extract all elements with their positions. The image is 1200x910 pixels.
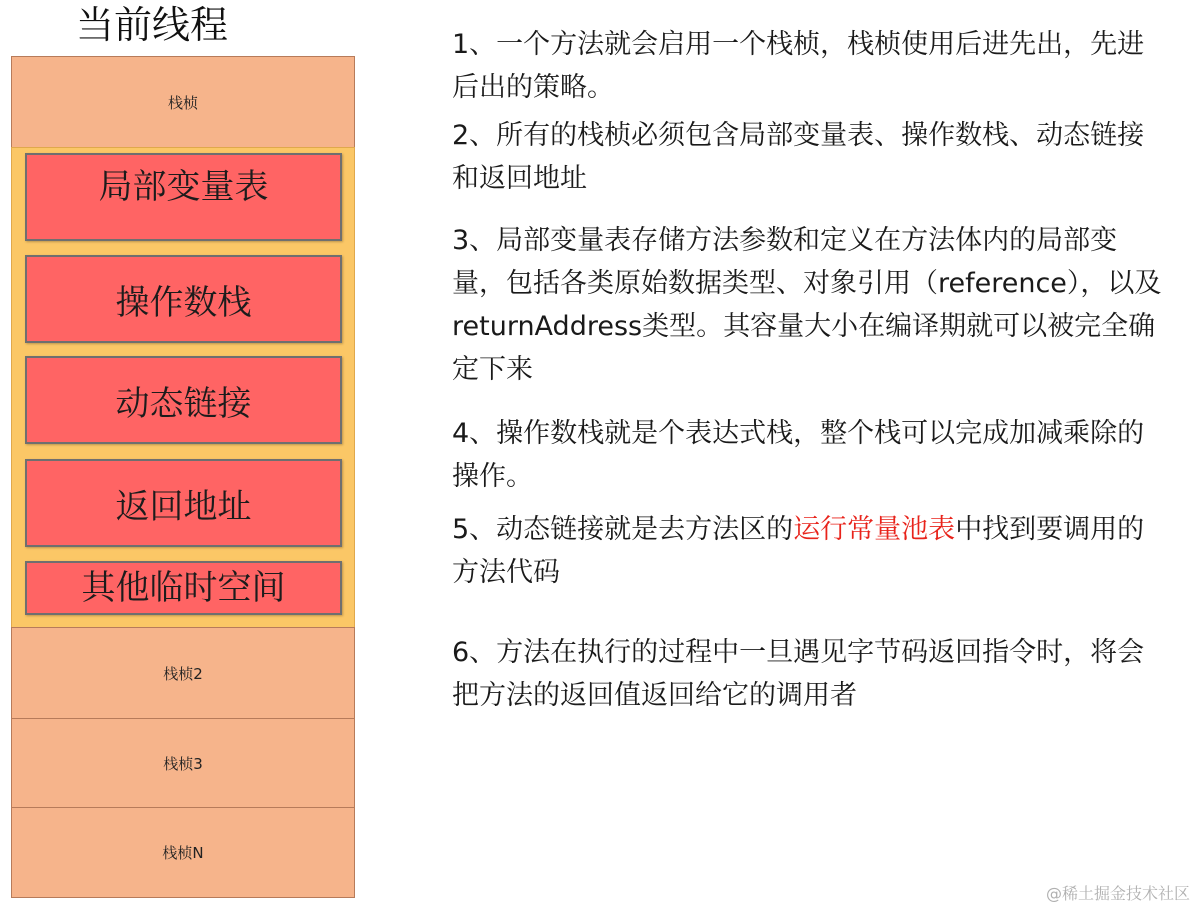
dynamic-linking-label: 动态链接 xyxy=(115,383,252,424)
watermark: @稀土掘金技术社区 xyxy=(1045,884,1190,903)
note-5-highlight: 运行常量池表 xyxy=(793,514,956,545)
local-variable-table-box xyxy=(25,153,342,241)
operand-stack-label: 操作数栈 xyxy=(115,282,252,323)
dynamic-linking-box xyxy=(25,356,342,444)
note-5-suffix: 中找到要调用的方法代码 xyxy=(452,514,1145,588)
stack-frame-top-label: 栈桢 xyxy=(167,93,198,112)
note-3: 3、局部变量表存储方法参数和定义在方法体内的局部变量，包括各类原始数据类型、对象引用（reference），以及returnAddress类型。其容量大小在编译期就可以被完全确定下来 xyxy=(452,225,1162,385)
thread-title: 当前线程 xyxy=(76,3,229,47)
stack-frame-n-label: 栈桢N xyxy=(162,844,204,862)
note-4: 4、操作数栈就是个表达式栈，整个栈可以完成加减乘除的操作。 xyxy=(452,418,1145,492)
note-5-prefix: 5、动态链接就是去方法区的 xyxy=(452,514,794,545)
stack-frame-3-label: 栈桢3 xyxy=(163,754,203,773)
note-1: 1、一个方法就会启用一个栈桢，栈桢使用后进先出，先进后出的策略。 xyxy=(452,29,1145,103)
other-temp-space-label: 其他临时空间 xyxy=(81,567,286,608)
other-temp-space-box xyxy=(25,561,342,615)
stack-frame-top xyxy=(11,56,355,148)
stack-frame-2-label: 栈桢2 xyxy=(163,664,203,683)
operand-stack-box xyxy=(25,255,342,343)
current-stack-frame xyxy=(11,147,355,628)
stack-frame-2 xyxy=(11,627,355,719)
stack-frame-3 xyxy=(11,718,355,808)
note-6: 6、方法在执行的过程中一旦遇见字节码返回指令时，将会把方法的返回值返回给它的调用者 xyxy=(452,637,1145,711)
return-address-label: 返回地址 xyxy=(115,486,252,527)
return-address-box xyxy=(25,459,342,547)
stack-frame-n xyxy=(11,807,355,898)
note-2: 2、所有的栈桢必须包含局部变量表、操作数栈、动态链接和返回地址 xyxy=(452,120,1145,194)
note-5 xyxy=(452,508,1170,594)
local-variable-table-label: 局部变量表 xyxy=(98,167,269,207)
